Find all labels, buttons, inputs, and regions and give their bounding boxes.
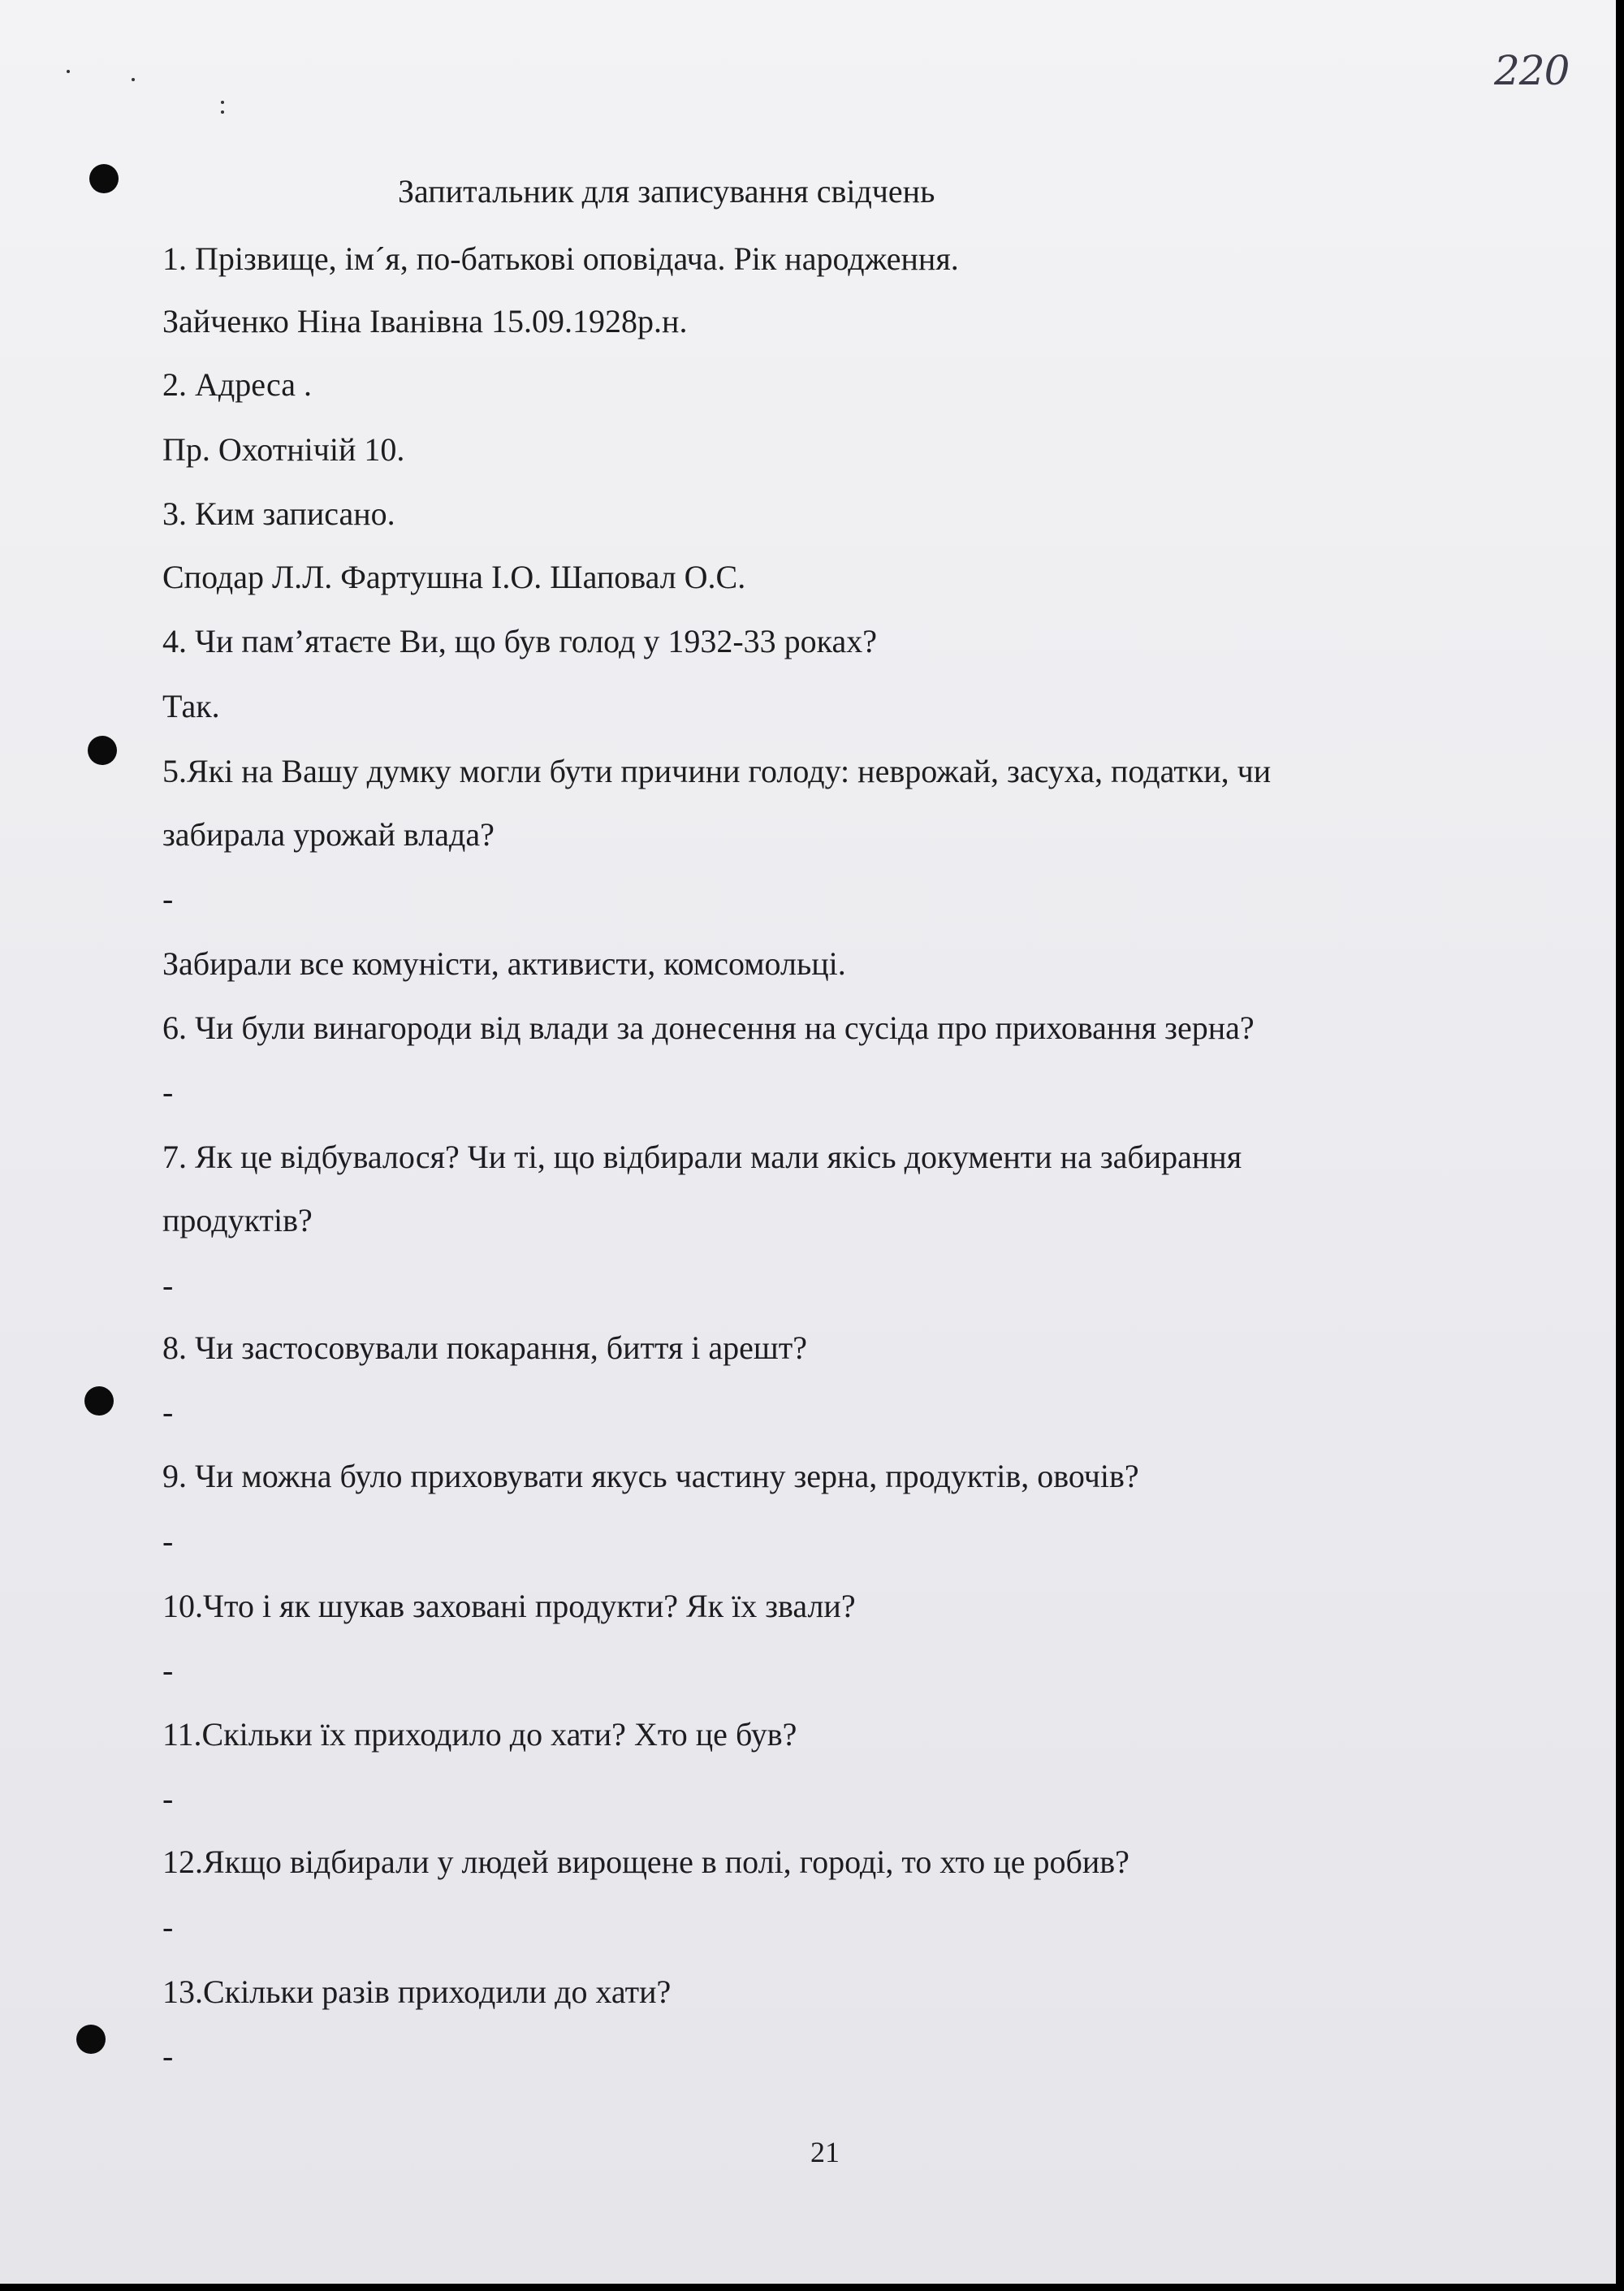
text-line: 1. Прізвище, ім´я, по-батькові оповідача. Рік народження. [162, 240, 959, 277]
text-line: - [162, 1652, 174, 1688]
page-number: 21 [810, 2136, 840, 2168]
text-line: 11.Скільки їх приходило до хати? Хто це був? [162, 1716, 797, 1753]
paper-speck [67, 70, 70, 73]
paper-speck [221, 110, 224, 114]
text-line: - [162, 2038, 174, 2074]
text-line: - [162, 1394, 174, 1430]
punch-hole [89, 164, 119, 193]
punch-hole [76, 2025, 106, 2054]
text-line: 3. Ким записано. [162, 495, 395, 532]
text-line: Забирали все комуністи, активисти, комсомольці. [162, 945, 846, 982]
text-line: - [162, 1074, 174, 1110]
text-line: Сподар Л.Л. Фартушна І.О. Шаповал О.С. [162, 559, 746, 595]
text-line: 7. Як це відбувалося? Чи ті, що відбирали мали якісь документи на забирання [162, 1139, 1242, 1175]
paper-speck [132, 78, 135, 81]
text-line: 9. Чи можна було приховувати якусь частину зерна, продуктів, овочів? [162, 1458, 1139, 1494]
text-line: - [162, 1523, 174, 1559]
paper-speck [221, 101, 224, 104]
archive-page-number: 220 [1494, 47, 1570, 94]
questionnaire-title: Запитальник для записування свідчень [398, 173, 935, 210]
text-line: - [162, 1908, 174, 1945]
text-line: забирала урожай влада? [162, 816, 495, 853]
text-line: Так. [162, 688, 220, 724]
text-line: Пр. Охотнічій 10. [162, 431, 405, 468]
text-line: 2. Адреса . [162, 366, 312, 403]
text-line: 5.Які на Вашу думку могли бути причини голоду: неврожай, засуха, податки, чи [162, 753, 1272, 789]
text-line: 10.Что і як шукав заховані продукти? Як їх звали? [162, 1588, 856, 1624]
text-line: - [162, 1267, 174, 1303]
text-line: - [162, 1780, 174, 1817]
text-line: - [162, 880, 174, 917]
text-line: 12.Якщо відбирали у людей вирощене в полі, городі, то хто це робив? [162, 1844, 1129, 1880]
text-line: 6. Чи були винагороди від влади за донесення на сусіда про приховання зерна? [162, 1009, 1255, 1046]
punch-hole [84, 1386, 114, 1416]
punch-hole [88, 736, 117, 765]
text-line: 4. Чи пам’ятаєте Ви, що був голод у 1932-33 роках? [162, 623, 878, 659]
text-line: 13.Скільки разів приходили до хати? [162, 1973, 672, 2010]
text-line: Зайченко Ніна Іванівна 15.09.1928р.н. [162, 303, 688, 339]
text-line: 8. Чи застосовували покарання, биття і арешт? [162, 1329, 807, 1366]
text-line: продуктів? [162, 1202, 313, 1238]
